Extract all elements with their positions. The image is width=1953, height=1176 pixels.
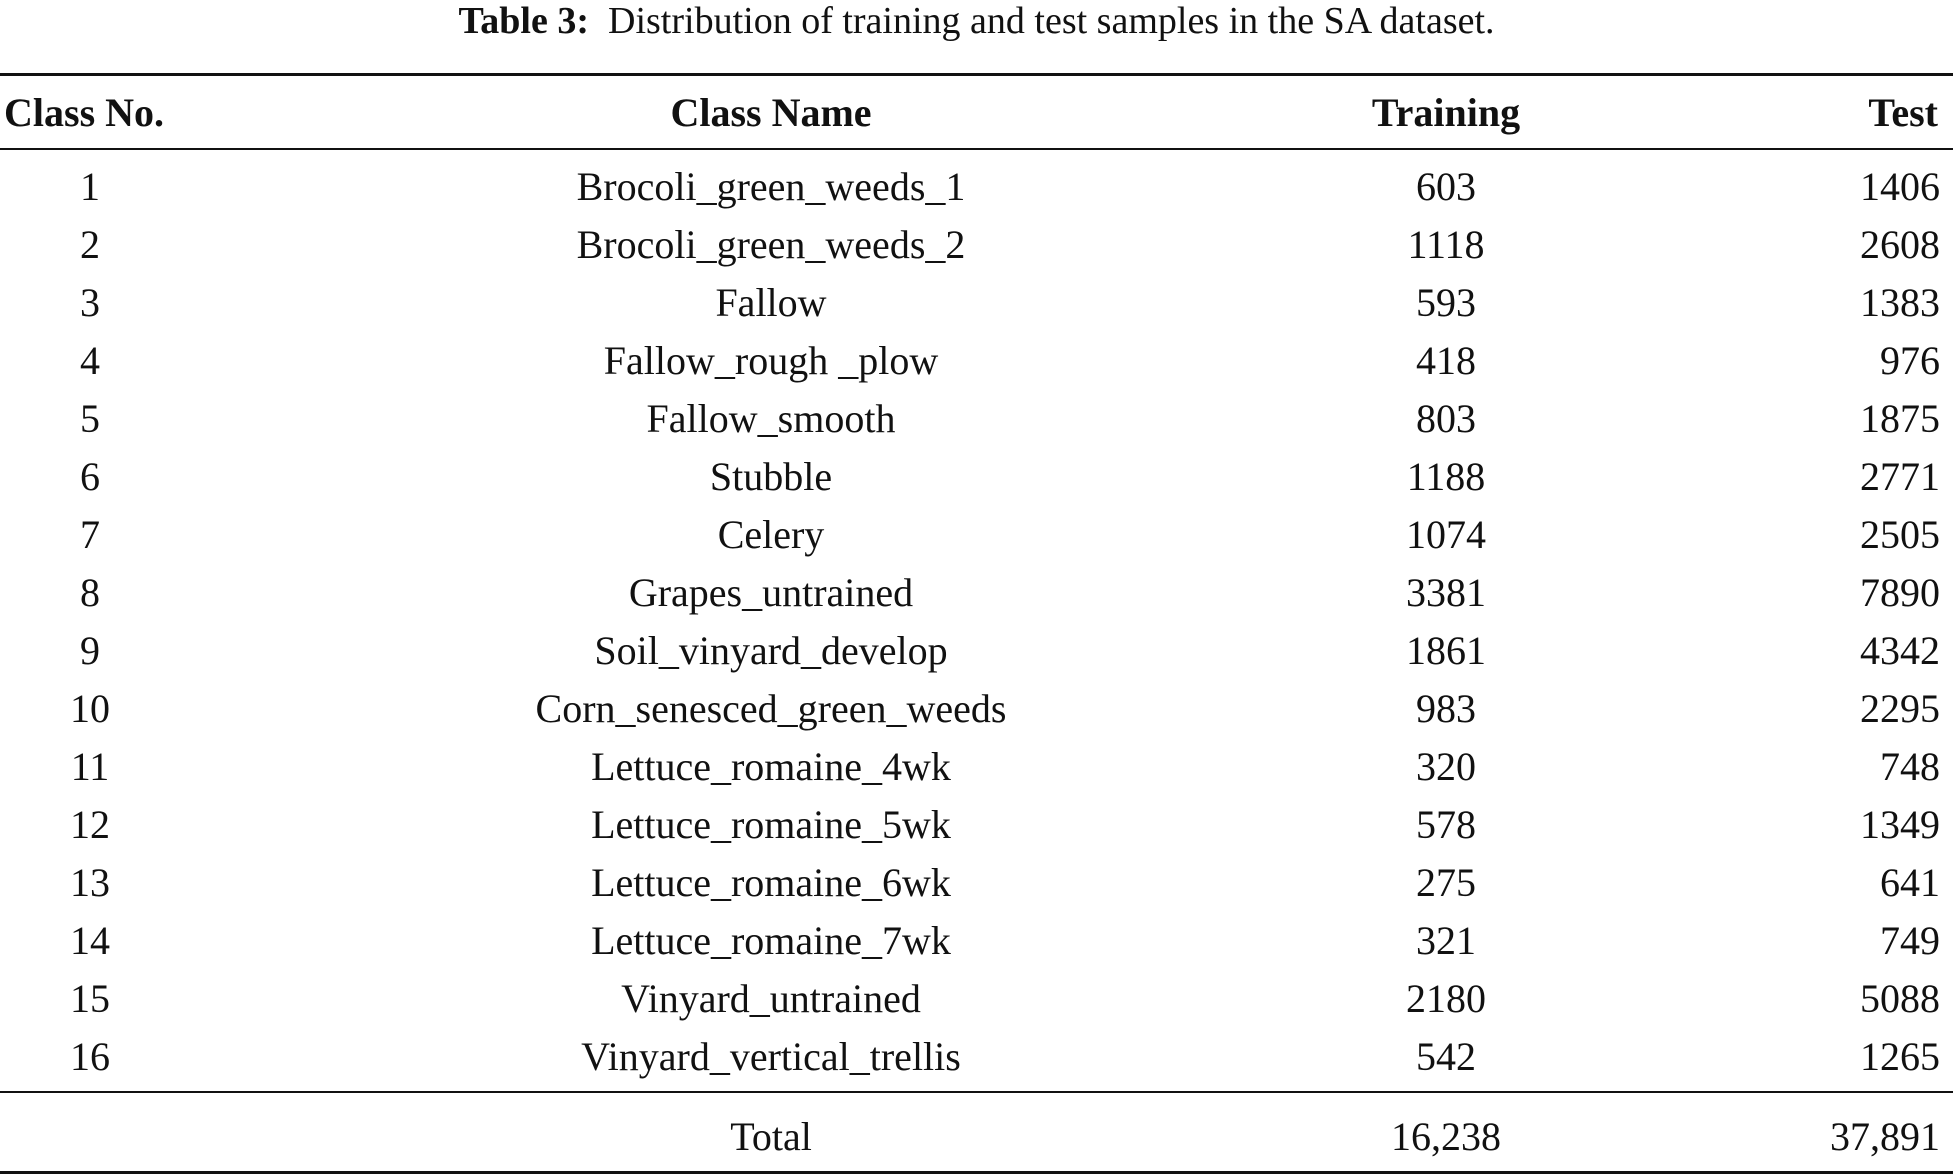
cell-class-name: Brocoli_green_weeds_2	[576, 222, 966, 267]
table-body	[0, 158, 1953, 1086]
table-row	[0, 622, 1953, 680]
total-test: 37,891	[1830, 1114, 1940, 1159]
cell-class-name: Vinyard_vertical_trellis	[581, 1034, 961, 1079]
cell-training: 321	[1416, 918, 1476, 963]
table-row	[0, 564, 1953, 622]
cell-class-no: 15	[70, 976, 110, 1021]
cell-class-no: 13	[70, 860, 110, 905]
table-row	[0, 796, 1953, 854]
cell-class-name: Stubble	[709, 454, 833, 499]
table-row	[0, 1028, 1953, 1086]
table-caption-text: Distribution of training and test samples in the SA dataset.	[608, 0, 1495, 42]
cell-test: 1349	[1860, 802, 1940, 847]
cell-test: 976	[1880, 338, 1940, 383]
header-class-name: Class Name	[670, 90, 872, 135]
cell-training: 593	[1416, 280, 1476, 325]
cell-class-no: 2	[80, 222, 100, 267]
cell-training: 983	[1416, 686, 1476, 731]
table-row	[0, 970, 1953, 1028]
cell-class-no: 9	[80, 628, 100, 673]
cell-class-no: 16	[70, 1034, 110, 1079]
cell-test: 2295	[1860, 686, 1940, 731]
cell-test: 1265	[1860, 1034, 1940, 1079]
cell-class-name: Brocoli_green_weeds_1	[576, 164, 966, 209]
cell-class-name: Lettuce_romaine_7wk	[591, 918, 951, 963]
header-class-no: Class No.	[4, 90, 165, 135]
cell-class-name: Corn_senesced_green_weeds	[535, 686, 1007, 731]
table-row	[0, 680, 1953, 738]
cell-test: 5088	[1860, 976, 1940, 1021]
table-header-rule	[0, 148, 1953, 150]
cell-class-no: 12	[70, 802, 110, 847]
cell-training: 418	[1416, 338, 1476, 383]
table-header-row	[0, 80, 1953, 146]
cell-training: 603	[1416, 164, 1476, 209]
cell-class-name: Lettuce_romaine_6wk	[591, 860, 951, 905]
table-top-rule	[0, 73, 1953, 76]
cell-class-name: Lettuce_romaine_5wk	[591, 802, 951, 847]
table-row	[0, 216, 1953, 274]
cell-class-name: Fallow	[715, 280, 827, 325]
table-bottom-rule	[0, 1171, 1953, 1174]
cell-class-name: Celery	[717, 512, 825, 557]
cell-class-no: 4	[80, 338, 100, 383]
table-row	[0, 274, 1953, 332]
cell-test: 2608	[1860, 222, 1940, 267]
cell-test: 1383	[1860, 280, 1940, 325]
cell-class-name: Fallow_smooth	[646, 396, 896, 441]
cell-class-name: Lettuce_romaine_4wk	[591, 744, 951, 789]
cell-class-no: 3	[80, 280, 100, 325]
table-caption-label: Table 3:	[458, 0, 590, 42]
table-row	[0, 738, 1953, 796]
cell-training: 275	[1416, 860, 1476, 905]
table-row	[0, 854, 1953, 912]
cell-training: 1074	[1406, 512, 1486, 557]
cell-class-no: 6	[80, 454, 100, 499]
cell-test: 1875	[1860, 396, 1940, 441]
cell-class-name: Soil_vinyard_develop	[594, 628, 948, 673]
cell-training: 320	[1416, 744, 1476, 789]
table-row	[0, 390, 1953, 448]
cell-test: 2771	[1860, 454, 1940, 499]
table-row	[0, 912, 1953, 970]
table-total-row	[0, 1110, 1953, 1164]
cell-training: 803	[1416, 396, 1476, 441]
table-row	[0, 506, 1953, 564]
cell-test: 2505	[1860, 512, 1940, 557]
header-test: Test	[1868, 90, 1938, 135]
table-row	[0, 448, 1953, 506]
cell-training: 1118	[1407, 222, 1485, 267]
cell-class-no: 5	[80, 396, 100, 441]
cell-training: 1861	[1406, 628, 1486, 673]
cell-class-no: 7	[80, 512, 100, 557]
cell-test: 1406	[1860, 164, 1940, 209]
cell-test: 7890	[1860, 570, 1940, 615]
cell-class-no: 11	[70, 744, 110, 789]
cell-test: 641	[1880, 860, 1940, 905]
cell-class-no: 14	[70, 918, 110, 963]
cell-class-name: Fallow_rough _plow	[603, 338, 939, 383]
cell-class-name: Vinyard_untrained	[621, 976, 921, 1021]
total-training: 16,238	[1391, 1114, 1501, 1159]
header-training: Training	[1371, 90, 1521, 135]
cell-test: 749	[1880, 918, 1940, 963]
cell-training: 542	[1416, 1034, 1476, 1079]
cell-training: 3381	[1406, 570, 1486, 615]
cell-class-no: 10	[70, 686, 110, 731]
table-caption	[0, 0, 1953, 42]
total-label: Total	[730, 1114, 812, 1159]
cell-test: 4342	[1860, 628, 1940, 673]
cell-class-name: Grapes_untrained	[628, 570, 914, 615]
cell-class-no: 8	[80, 570, 100, 615]
table-row	[0, 158, 1953, 216]
cell-class-no: 1	[80, 164, 100, 209]
cell-training: 578	[1416, 802, 1476, 847]
table-row	[0, 332, 1953, 390]
cell-test: 748	[1880, 744, 1940, 789]
cell-training: 1188	[1406, 454, 1486, 499]
cell-training: 2180	[1406, 976, 1486, 1021]
table-total-rule	[0, 1091, 1953, 1093]
